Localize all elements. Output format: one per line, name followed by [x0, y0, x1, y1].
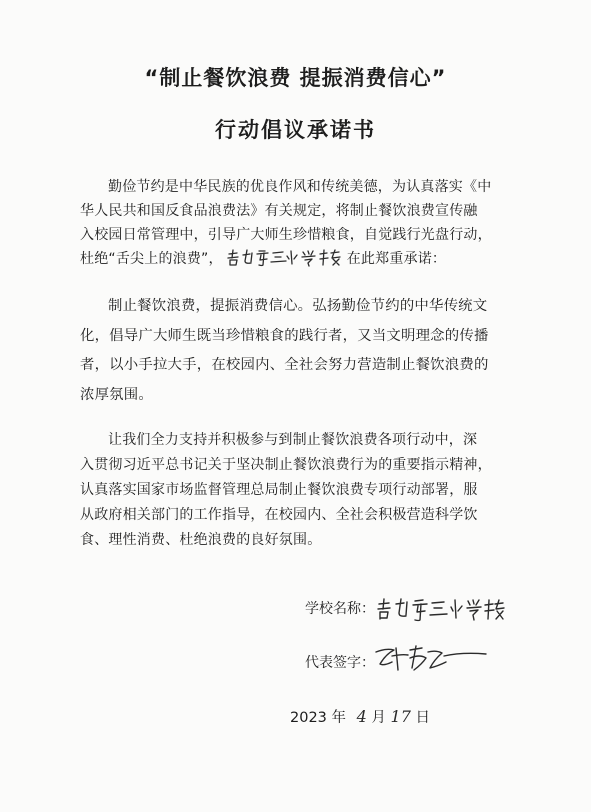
paragraph-line-suffix: 在此郑重承诺： — [346, 251, 447, 267]
date-month-label: 月 — [371, 710, 386, 726]
paragraph-line: 勤俭节约是中华民族的优良作风和传统美德，为认真落实《中 — [108, 179, 492, 195]
paragraph-pledge — [80, 292, 520, 410]
school-name-row — [305, 598, 375, 618]
handwritten-school-name-signature — [223, 247, 347, 267]
paragraph-line: 者，以小手拉大手，在校园内、全社会努力营造制止餐饮浪费的 — [80, 357, 489, 373]
paragraph-intro — [80, 175, 520, 271]
document-subtitle: 行动倡议承诺书 — [215, 118, 376, 142]
date-year: 2023 年 — [290, 710, 347, 726]
paragraph-line: 入贯彻习近平总书记关于坚决制止餐饮浪费行为的重要指示精神， — [80, 457, 492, 473]
paragraph-line: 入校园日常管理中，引导广大师生珍惜粮食，自觉践行光盘行动， — [80, 227, 492, 243]
date-row — [290, 706, 430, 727]
representative-row — [305, 652, 375, 672]
paragraph-line: 从政府相关部门的工作指导，在校园内、全社会积极营造科学饮 — [80, 507, 478, 523]
date-month-handwritten: 4 — [356, 707, 367, 726]
paragraph-line: 浓厚氛围。 — [80, 386, 153, 403]
paragraph-line: 化，倡导广大师生既当珍惜粮食的践行者，又当文明理念的传播 — [80, 327, 489, 344]
date-day-handwritten: 17 — [390, 707, 411, 726]
paragraph-line: 让我们全力支持并积极参与到制止餐饮浪费各项行动中，深 — [108, 432, 478, 448]
representative-label: 代表签字： — [305, 655, 375, 671]
paragraph-line: 食、理性消费、杜绝浪费的良好氛围。 — [80, 532, 322, 548]
school-name-label: 学校名称： — [305, 601, 375, 617]
paragraph-line: 华人民共和国反食品浪费法》有关规定，将制止餐饮浪费宣传融 — [80, 203, 478, 219]
date-day-label: 日 — [415, 710, 430, 726]
handwritten-school-name — [375, 596, 505, 622]
document-title: “制止餐饮浪费 提振消费信心” — [144, 66, 447, 90]
paragraph-action — [80, 428, 520, 553]
paragraph-line: 认真落实国家市场监督管理总局制止餐饮浪费专项行动部署，服 — [80, 482, 478, 498]
paragraph-line-prefix: 杜绝“舌尖上的浪费”， — [80, 251, 223, 267]
handwritten-representative-signature — [372, 642, 490, 676]
paragraph-line: 制止餐饮浪费，提振消费信心。弘扬勤俭节约的中华传统文 — [108, 298, 488, 314]
paragraph-line — [80, 247, 520, 271]
